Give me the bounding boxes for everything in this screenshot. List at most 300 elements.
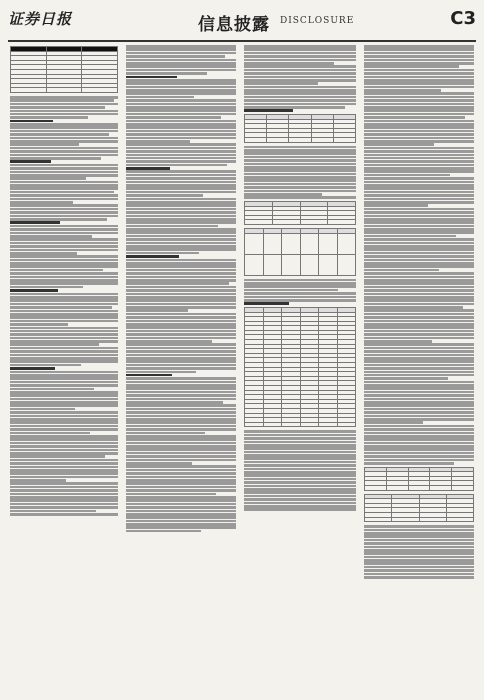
text-line: [364, 398, 474, 401]
text-line: [244, 451, 356, 454]
text-line: [126, 86, 236, 89]
text-line: [364, 549, 474, 552]
text-line: [364, 459, 474, 462]
column-3: [244, 44, 356, 694]
table-cell: [282, 254, 301, 275]
text-line: [244, 461, 356, 464]
text-line: [244, 508, 356, 511]
text-line: [126, 55, 225, 58]
text-line: [126, 103, 236, 106]
text-line: [126, 157, 236, 160]
text-line: [10, 320, 118, 323]
text-line: [244, 48, 356, 51]
text-line: [10, 425, 118, 428]
text-line: [364, 323, 474, 326]
text-line: [364, 442, 474, 445]
text-line: [364, 350, 474, 353]
text-line: [244, 72, 356, 75]
body-text-block: [10, 96, 118, 516]
text-line: [364, 208, 474, 211]
text-line: [10, 99, 114, 102]
table-row: [245, 137, 356, 142]
text-line: [364, 428, 474, 431]
text-line: [126, 442, 236, 445]
text-line: [364, 201, 474, 204]
text-line: [126, 330, 236, 333]
text-line: [126, 198, 236, 201]
text-line: [364, 130, 474, 133]
text-line: [126, 194, 203, 197]
text-line: [244, 82, 318, 85]
text-line: [244, 183, 356, 186]
body-text-block: [244, 430, 356, 511]
text-line: [10, 96, 118, 99]
text-line: [126, 106, 236, 109]
text-line: [364, 326, 474, 329]
text-line: [10, 204, 118, 207]
text-line: [244, 103, 356, 106]
text-line: [126, 154, 236, 157]
text-line: [126, 143, 236, 146]
text-line: [126, 448, 236, 451]
text-line: [10, 252, 77, 255]
text-line: [364, 539, 474, 542]
text-line: [364, 299, 474, 302]
text-line: [126, 123, 236, 126]
text-line: [10, 255, 118, 258]
text-line: [364, 55, 474, 58]
text-line: [126, 208, 236, 211]
text-line: [364, 371, 474, 374]
text-line: [364, 282, 474, 285]
masthead: [8, 6, 476, 42]
text-line: [364, 276, 474, 279]
text-line: [126, 99, 236, 102]
text-line: [364, 103, 474, 106]
text-line: [244, 169, 356, 172]
table-cell: [337, 233, 356, 254]
text-line: [364, 391, 474, 394]
text-line: [364, 262, 474, 265]
text-line: [364, 79, 474, 82]
table-cell: [245, 254, 264, 275]
text-line: [244, 289, 338, 292]
table-cell: [365, 517, 392, 522]
text-line: [244, 491, 356, 494]
text-line: [126, 333, 236, 336]
table-cell: [245, 422, 264, 427]
text-line: [364, 394, 474, 397]
text-line: [126, 147, 236, 150]
text-line: [244, 468, 356, 471]
text-line: [126, 418, 236, 421]
text-line: [364, 248, 474, 251]
text-line: [364, 109, 474, 112]
text-line: [10, 472, 118, 475]
text-line: [126, 109, 236, 112]
data-table: [364, 494, 474, 523]
text-line: [244, 282, 356, 285]
text-line: [126, 265, 236, 268]
text-line: [126, 472, 236, 475]
text-line: [126, 493, 216, 496]
text-line: [126, 455, 236, 458]
text-line: [10, 177, 86, 180]
text-line: [364, 374, 474, 377]
text-line: [126, 452, 236, 455]
text-line: [10, 476, 118, 479]
text-line: [126, 421, 236, 424]
text-line: [364, 113, 474, 116]
text-line: [10, 262, 118, 265]
section-title: 信息披露: [198, 15, 270, 35]
text-line: [244, 106, 345, 109]
text-line: [126, 513, 236, 516]
text-line: [364, 303, 474, 306]
text-line: [364, 296, 474, 299]
text-line: [126, 137, 236, 140]
text-line: [10, 367, 55, 370]
text-line: [364, 140, 474, 143]
text-line: [364, 184, 474, 187]
text-line: [364, 187, 474, 190]
text-line: [364, 418, 474, 421]
text-line: [10, 391, 118, 394]
text-line: [10, 462, 118, 465]
text-line: [10, 187, 118, 190]
text-line: [10, 486, 118, 489]
data-table: [244, 307, 356, 427]
text-line: [10, 459, 118, 462]
text-line: [364, 556, 474, 559]
text-line: [126, 482, 236, 485]
text-line: [10, 154, 118, 157]
text-line: [10, 194, 118, 197]
text-line: [126, 313, 236, 316]
text-line: [10, 140, 118, 143]
text-line: [10, 235, 92, 238]
text-line: [10, 316, 118, 319]
table-cell: [311, 137, 333, 142]
text-line: [364, 123, 474, 126]
text-line: [364, 143, 434, 146]
text-line: [10, 286, 83, 289]
text-line: [244, 86, 356, 89]
text-line: [126, 357, 236, 360]
text-line: [364, 231, 474, 234]
text-line: [364, 354, 474, 357]
text-line: [10, 120, 53, 123]
text-line: [126, 340, 212, 343]
text-line: [10, 415, 118, 418]
text-line: [10, 279, 118, 282]
text-line: [244, 296, 356, 299]
text-line: [364, 415, 474, 418]
data-table: [10, 46, 118, 93]
text-line: [10, 493, 118, 496]
text-line: [364, 59, 474, 62]
text-line: [10, 323, 68, 326]
text-line: [364, 86, 474, 89]
table-cell: [319, 233, 338, 254]
text-line: [244, 96, 356, 99]
table-cell: [300, 220, 328, 225]
text-line: [126, 486, 236, 489]
text-line: [10, 265, 118, 268]
text-line: [244, 55, 356, 58]
table-cell: [446, 517, 473, 522]
text-line: [10, 432, 90, 435]
data-table: [244, 201, 356, 225]
text-line: [364, 133, 474, 136]
text-line: [126, 45, 236, 48]
text-line: [364, 576, 474, 579]
text-line: [364, 529, 474, 532]
text-line: [364, 293, 474, 296]
text-line: [126, 398, 236, 401]
text-line: [126, 425, 236, 428]
table-row: [365, 517, 474, 522]
text-line: [126, 411, 236, 414]
text-line: [126, 160, 236, 163]
text-line: [126, 343, 236, 346]
text-line: [126, 170, 236, 173]
text-line: [10, 357, 118, 360]
table-cell: [365, 486, 387, 491]
text-line: [10, 232, 118, 235]
text-line: [10, 306, 112, 309]
text-line: [364, 62, 474, 65]
table-cell: [430, 486, 452, 491]
table-row: [11, 88, 118, 93]
text-line: [10, 296, 118, 299]
text-line: [10, 171, 118, 174]
text-line: [10, 167, 118, 170]
text-line: [126, 465, 236, 468]
text-line: [126, 255, 179, 258]
text-line: [364, 357, 474, 360]
text-line: [126, 479, 236, 482]
text-line: [126, 211, 236, 214]
text-line: [10, 103, 118, 106]
text-line: [126, 167, 170, 170]
text-line: [364, 96, 474, 99]
text-line: [364, 150, 474, 153]
text-line: [126, 506, 236, 509]
text-line: [10, 466, 118, 469]
table-cell: [263, 422, 282, 427]
table-cell: [408, 486, 430, 491]
text-line: [126, 252, 199, 255]
text-line: [126, 218, 236, 221]
text-line: [126, 303, 236, 306]
table-cell: [386, 486, 408, 491]
text-line: [126, 276, 236, 279]
text-line: [364, 137, 474, 140]
text-line: [10, 482, 118, 485]
text-line: [364, 330, 474, 333]
masthead-meta: [8, 28, 20, 33]
text-line: [126, 350, 236, 353]
text-line: [10, 388, 94, 391]
table-row: [245, 254, 356, 275]
text-line: [364, 569, 474, 572]
text-line: [364, 411, 474, 414]
text-line: [244, 441, 356, 444]
text-line: [364, 238, 474, 241]
text-line: [126, 96, 194, 99]
text-line: [244, 186, 356, 189]
text-line: [126, 377, 236, 380]
text-line: [364, 421, 423, 424]
text-line: [10, 211, 118, 214]
text-line: [126, 326, 236, 329]
text-line: [10, 259, 118, 262]
text-line: [244, 62, 334, 65]
text-line: [364, 384, 474, 387]
text-line: [364, 154, 474, 157]
table-cell: [245, 137, 267, 142]
text-line: [10, 147, 118, 150]
text-line: [126, 133, 236, 136]
text-line: [244, 488, 356, 491]
text-line: [364, 76, 474, 79]
text-line: [126, 499, 236, 502]
text-line: [126, 347, 236, 350]
text-line: [10, 394, 118, 397]
text-line: [10, 421, 118, 424]
text-line: [244, 434, 356, 437]
text-line: [126, 221, 236, 224]
text-line: [364, 448, 474, 451]
table-cell: [419, 517, 446, 522]
text-line: [244, 444, 356, 447]
text-line: [364, 215, 474, 218]
text-line: [10, 374, 118, 377]
text-line: [364, 309, 474, 312]
text-line: [126, 72, 207, 75]
text-line: [10, 313, 118, 316]
text-line: [364, 559, 474, 562]
text-line: [126, 130, 236, 133]
text-line: [10, 469, 118, 472]
text-line: [126, 65, 236, 68]
column-1: [10, 44, 118, 694]
body-text-block: [364, 525, 474, 578]
text-line: [10, 310, 118, 313]
text-line: [364, 99, 474, 102]
text-line: [244, 69, 356, 72]
text-line: [126, 371, 196, 374]
text-line: [244, 457, 356, 460]
text-line: [364, 367, 474, 370]
text-line: [126, 164, 227, 167]
text-line: [244, 481, 356, 484]
text-line: [244, 159, 356, 162]
text-line: [244, 196, 356, 199]
text-line: [10, 218, 107, 221]
text-line: [126, 248, 236, 251]
text-line: [364, 313, 474, 316]
text-line: [244, 65, 356, 68]
text-line: [244, 152, 356, 155]
text-line: [364, 445, 474, 448]
text-line: [10, 110, 118, 113]
text-line: [364, 462, 454, 465]
text-line: [364, 245, 474, 248]
text-line: [126, 306, 236, 309]
text-line: [126, 462, 192, 465]
table-cell: [245, 233, 264, 254]
text-line: [126, 293, 236, 296]
text-line: [126, 82, 236, 85]
text-line: [10, 513, 118, 516]
text-line: [126, 360, 236, 363]
table-cell: [319, 422, 338, 427]
text-line: [244, 302, 289, 305]
text-line: [10, 327, 118, 330]
text-line: [364, 225, 474, 228]
text-line: [10, 398, 118, 401]
text-line: [126, 238, 236, 241]
table-cell: [328, 220, 356, 225]
page-number: C3: [450, 8, 476, 29]
text-line: [364, 542, 474, 545]
text-line: [126, 289, 236, 292]
column-2: [126, 44, 236, 694]
text-line: [126, 503, 236, 506]
text-line: [364, 228, 474, 231]
text-line: [10, 228, 118, 231]
text-line: [244, 149, 356, 152]
text-line: [126, 150, 236, 153]
text-line: [364, 340, 432, 343]
newspaper-logo: 证券日报: [8, 10, 73, 28]
text-line: [10, 337, 118, 340]
text-line: [364, 286, 474, 289]
text-line: [244, 498, 356, 501]
text-line: [244, 79, 356, 82]
text-line: [126, 184, 236, 187]
text-line: [364, 174, 450, 177]
text-line: [244, 454, 356, 457]
text-line: [10, 489, 118, 492]
text-line: [244, 99, 356, 102]
body-text-block: [244, 45, 356, 112]
text-line: [10, 225, 118, 228]
text-line: [10, 299, 118, 302]
text-line: [10, 503, 118, 506]
body-text-block: [244, 146, 356, 199]
text-line: [364, 52, 474, 55]
text-line: [126, 299, 236, 302]
text-line: [364, 92, 474, 95]
text-line: [126, 526, 236, 529]
text-line: [10, 449, 118, 452]
text-line: [244, 437, 356, 440]
text-line: [126, 262, 236, 265]
text-line: [126, 520, 236, 523]
text-line: [364, 126, 474, 129]
text-line: [126, 323, 236, 326]
text-line: [10, 198, 118, 201]
text-line: [10, 364, 81, 367]
text-line: [126, 445, 236, 448]
text-line: [126, 228, 236, 231]
text-line: [10, 113, 118, 116]
text-line: [126, 245, 236, 248]
text-line: [244, 173, 356, 176]
